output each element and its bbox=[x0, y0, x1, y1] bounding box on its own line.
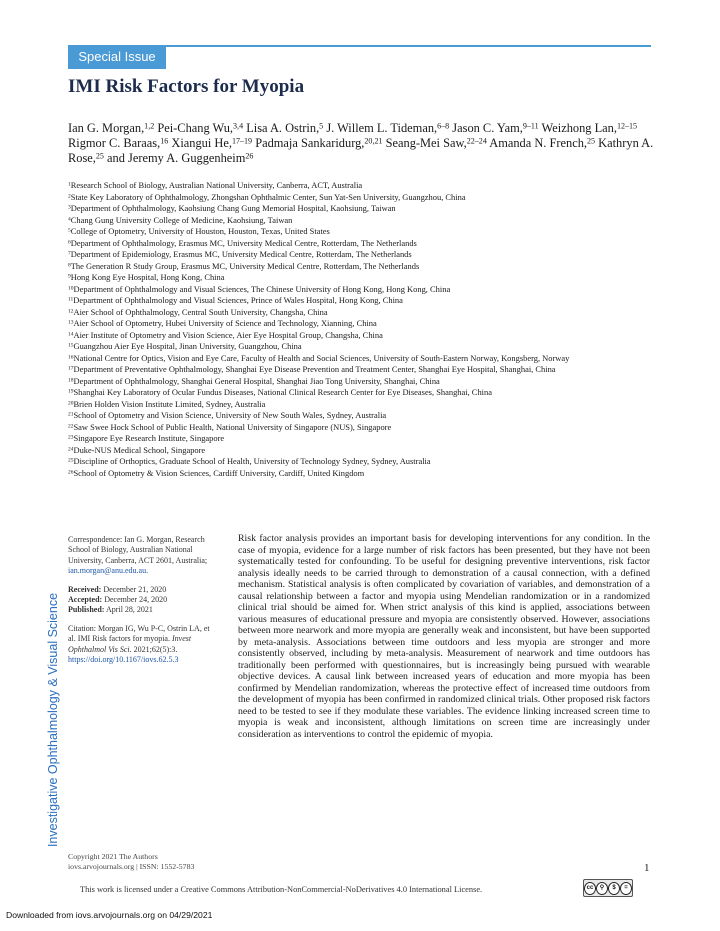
affiliation-number: 23 bbox=[68, 434, 74, 441]
author bbox=[452, 121, 538, 135]
affiliation-number: 16 bbox=[68, 354, 74, 361]
author bbox=[246, 121, 323, 135]
affiliation-number: 22 bbox=[68, 423, 74, 430]
affiliation-text: Hong Kong Eye Hospital, Hong Kong, China bbox=[70, 272, 225, 282]
correspondence-text: Correspondence: Ian G. Morgan, Research School of Biology, Australian National University, Canberra, ACT 2601, Australia; bbox=[68, 535, 208, 565]
author-affiliation-marker: 6–8 bbox=[437, 121, 450, 131]
affiliation-text: Brien Holden Vision Institute Limited, Sydney, Australia bbox=[73, 398, 266, 409]
creative-commons-badge[interactable] bbox=[583, 879, 633, 897]
affiliation-number: 14 bbox=[68, 331, 74, 338]
journal-site-issn: iovs.arvojournals.org | ISSN: 1552-5783 bbox=[68, 862, 195, 871]
author bbox=[542, 121, 638, 135]
affiliation bbox=[68, 376, 658, 388]
published-value: April 28, 2021 bbox=[106, 605, 153, 615]
author-name: Lisa A. Ostrin, bbox=[246, 121, 320, 135]
author-affiliation-marker: 3,4 bbox=[233, 121, 244, 131]
affiliation-number: 7 bbox=[68, 250, 71, 257]
affiliation bbox=[68, 192, 658, 204]
author-affiliation-marker: 20,21 bbox=[364, 136, 383, 146]
author-name: Seang-Mei Saw, bbox=[385, 136, 467, 150]
affiliation-number: 24 bbox=[68, 446, 74, 453]
affiliation bbox=[68, 249, 658, 261]
journal-name-text: Investigative Ophthalmology & Visual Science bbox=[46, 592, 60, 848]
citation-journal: Invest Ophthalmol Vis Sci. bbox=[68, 634, 192, 654]
received-label: Received: bbox=[68, 584, 102, 594]
affiliation-text: Guangzhou Aier Eye Hospital, Jinan University, Guangzhou, China bbox=[73, 341, 302, 351]
affiliation-text: The Generation R Study Group, Erasmus MC, University Medical Centre, Rotterdam, The Netherlands bbox=[70, 260, 420, 271]
author-name: Jason C. Yam, bbox=[452, 121, 523, 135]
affiliation-text: Department of Ophthalmology, Erasmus MC, University Medical Centre, Rotterdam, The Netherlands bbox=[70, 237, 417, 248]
affiliation-text: Research School of Biology, Australian National University, Canberra, ACT, Australia bbox=[70, 180, 363, 190]
affiliation bbox=[68, 203, 658, 215]
affiliation-text: Shanghai Key Laboratory of Ocular Fundus Diseases, National Clinical Research Center for Eye Diseases, Shanghai, China bbox=[73, 387, 492, 397]
affiliation-number: 13 bbox=[68, 319, 74, 326]
affiliation bbox=[68, 261, 658, 273]
affiliation-list bbox=[68, 180, 658, 479]
received-date bbox=[68, 585, 218, 595]
affiliation-number: 25 bbox=[68, 457, 74, 464]
author-name: Rigmor C. Baraas, bbox=[68, 136, 161, 150]
copyright-text: Copyright 2021 The Authors bbox=[68, 852, 158, 861]
affiliation-text: Department of Ophthalmology and Visual Sciences, Prince of Wales Hospital, Hong Kong, China bbox=[73, 295, 403, 305]
affiliation-text: Duke-NUS Medical School, Singapore bbox=[73, 444, 206, 455]
author-affiliation-marker: 22–24 bbox=[466, 136, 487, 146]
affiliation bbox=[68, 180, 658, 192]
affiliation bbox=[68, 226, 658, 238]
citation bbox=[68, 624, 218, 655]
affiliation-text: Saw Swee Hock School of Public Health, National University of Singapore (NUS), Singapore bbox=[73, 421, 392, 432]
affiliation-number: 4 bbox=[68, 216, 71, 223]
accepted-date bbox=[68, 595, 218, 605]
affiliation-text: College of Optometry, University of Houston, Houston, Texas, United States bbox=[70, 226, 330, 236]
affiliation-text: Department of Preventative Ophthalmology, Shanghai Eye Disease Prevention and Treatment Center, Shanghai Eye Hospital, Shanghai, China bbox=[73, 364, 556, 374]
author-name: J. Willem L. Tideman, bbox=[326, 121, 438, 135]
accepted-value: December 24, 2020 bbox=[104, 595, 168, 605]
affiliation-number: 6 bbox=[68, 239, 71, 246]
author bbox=[107, 151, 253, 165]
license-text: This work is licensed under a Creative Commons Attribution-NonCommercial-NoDerivatives 4.0 International License. bbox=[80, 885, 483, 894]
affiliation-text: Aier School of Optometry, Hubei University of Science and Technology, Xianning, China bbox=[73, 318, 377, 328]
received-value: December 21, 2020 bbox=[103, 584, 167, 594]
affiliation bbox=[68, 307, 658, 319]
affiliation-text: Aier Institute of Optometry and Vision Science, Aier Eye Hospital Group, Changsha, China bbox=[73, 329, 383, 340]
article-info-sidebar bbox=[68, 535, 218, 665]
published-date bbox=[68, 605, 218, 615]
author-affiliation-marker: 26 bbox=[245, 151, 254, 161]
affiliation bbox=[68, 238, 658, 250]
author bbox=[386, 136, 487, 150]
affiliation-text: Department of Epidemiology, Erasmus MC, University Medical Centre, Rotterdam, The Netherlands bbox=[70, 249, 412, 259]
affiliation-number: 26 bbox=[68, 469, 74, 476]
author-name: and Jeremy A. Guggenheim bbox=[107, 151, 246, 165]
affiliation-number: 1 bbox=[68, 181, 71, 188]
affiliation bbox=[68, 387, 658, 399]
author-list bbox=[68, 121, 658, 166]
affiliation-text: Department of Ophthalmology, Shanghai General Hospital, Shanghai Jiao Tong University, Shanghai, China bbox=[73, 375, 440, 386]
affiliation-text: School of Optometry and Vision Science, University of New South Wales, Sydney, Australia bbox=[73, 410, 387, 420]
accepted-label: Accepted: bbox=[68, 595, 103, 605]
affiliation-number: 20 bbox=[68, 400, 74, 407]
affiliation-number: 15 bbox=[68, 342, 74, 349]
author-name: Padmaja Sankaridurg, bbox=[255, 136, 365, 150]
author-name: Ian G. Morgan, bbox=[68, 121, 145, 135]
cc-icon: cc bbox=[584, 882, 596, 895]
author-name: Kathryn A. Rose, bbox=[68, 136, 654, 165]
affiliation bbox=[68, 295, 658, 307]
affiliation-number: 10 bbox=[68, 285, 74, 292]
affiliation bbox=[68, 353, 658, 365]
correspondence-email-link[interactable]: ian.morgan@anu.edu.au. bbox=[68, 566, 149, 576]
affiliation-text: National Centre for Optics, Vision and Eye Care, Faculty of Health and Social Sciences, University of South-Eastern Norway, Kongsberg, Norway bbox=[73, 352, 570, 363]
author-affiliation-marker: 25 bbox=[587, 136, 596, 146]
affiliation-text: State Key Laboratory of Ophthalmology, Zhongshan Ophthalmic Center, Sun Yat-Sen University, Guangzhou, China bbox=[70, 191, 466, 202]
affiliation-number: 5 bbox=[68, 227, 71, 234]
correspondence bbox=[68, 535, 218, 577]
affiliation-number: 11 bbox=[68, 296, 74, 303]
affiliation-number: 17 bbox=[68, 365, 74, 372]
affiliation-text: Discipline of Orthoptics, Graduate School of Health, University of Technology Sydney, Sydney, Australia bbox=[73, 456, 431, 466]
citation-text: Citation: Morgan IG, Wu P-C, Ostrin LA, et al. IMI Risk factors for myopia. bbox=[68, 623, 210, 644]
affiliation bbox=[68, 445, 658, 457]
journal-name-vertical bbox=[38, 585, 68, 855]
author bbox=[489, 136, 595, 150]
affiliation-number: 12 bbox=[68, 308, 74, 315]
affiliation-number: 21 bbox=[68, 411, 74, 418]
affiliation-number: 2 bbox=[68, 193, 71, 200]
affiliation bbox=[68, 433, 658, 445]
affiliation bbox=[68, 341, 658, 353]
affiliation bbox=[68, 399, 658, 411]
affiliation-text: Chang Gung University College of Medicine, Kaohsiung, Taiwan bbox=[70, 214, 293, 225]
affiliation bbox=[68, 410, 658, 422]
author bbox=[157, 121, 243, 135]
nd-icon: = bbox=[620, 882, 632, 895]
by-icon: ⚲ bbox=[596, 882, 608, 895]
affiliation bbox=[68, 468, 658, 480]
author-name: Amanda N. French, bbox=[489, 136, 587, 150]
author-affiliation-marker: 17–19 bbox=[231, 136, 253, 146]
affiliation bbox=[68, 284, 658, 296]
author bbox=[326, 121, 449, 135]
page-number: 1 bbox=[644, 862, 650, 874]
affiliation-number: 18 bbox=[68, 377, 74, 384]
copyright-block bbox=[68, 852, 368, 872]
affiliation bbox=[68, 422, 658, 434]
affiliation-text: Department of Ophthalmology, Kaohsiung Chang Gung Memorial Hospital, Kaohsiung, Taiwan bbox=[70, 203, 396, 213]
author-affiliation-marker: 5 bbox=[319, 121, 324, 131]
author-affiliation-marker: 25 bbox=[95, 151, 104, 161]
doi-link[interactable]: https://doi.org/10.1167/iovs.62.5.3 bbox=[68, 655, 179, 665]
author-name: Xiangui He, bbox=[171, 136, 232, 150]
author-affiliation-marker: 1,2 bbox=[144, 121, 155, 131]
author-affiliation-marker: 12–15 bbox=[616, 121, 638, 131]
download-note: Downloaded from iovs.arvojournals.org on 04/29/2021 bbox=[6, 910, 213, 920]
affiliation bbox=[68, 215, 658, 227]
affiliation-number: 3 bbox=[68, 204, 71, 211]
author-affiliation-marker: 9–11 bbox=[522, 121, 539, 131]
article-title: IMI Risk Factors for Myopia bbox=[68, 76, 305, 97]
affiliation-number: 9 bbox=[68, 273, 71, 280]
author-name: Pei-Chang Wu, bbox=[157, 121, 234, 135]
affiliation-text: Aier School of Ophthalmology, Central South University, Changsha, China bbox=[73, 306, 328, 317]
abstract-text: Risk factor analysis provides an important basis for developing interventions for any condition. In the case of myopia, evidence for a large number of risk factors has been presented, but they have not been systematically tested for confounding. To be useful for designing preventive interventions, risk factor analysis ideally needs to be carried through to demonstration of a causal connection, with a defined mechanism. Statistical analysis is often complicated by covariation of variables, and demonstration of a causal relationship between a factor and myopia using Mendelian randomization or in a randomized clinical trial should be aimed for. When strict analysis of this kind is applied, associations between various measures of educational pressure and myopia are consistently observed. However, associations between more nearwork and more myopia are generally weak and inconsistent, but have been supported by meta-analysis. Associations between time outdoors and less myopia are stronger and more consistently observed, including by meta-analysis. Measurement of nearwork and time outdoors has traditionally been performed with questionnaires, but is increasingly being pursued with wearable objective devices. A causal link between increased years of education and more myopia has been confirmed by Mendelian randomization, whereas the protective effect of increased time outdoors from the development of myopia has been confirmed in randomized clinical trials. Other proposed risk factors need to be tested to see if they modulate these variables. The evidence linking increased screen time to myopia is weak and inconsistent, although limitations on screen time are increasingly under consideration as interventions to control the epidemic of myopia. bbox=[238, 533, 650, 740]
affiliation bbox=[68, 318, 658, 330]
affiliation-text: Singapore Eye Research Institute, Singapore bbox=[73, 433, 225, 443]
affiliation bbox=[68, 272, 658, 284]
citation-rest: 2021;62(5):3. bbox=[133, 644, 178, 654]
author-name: Weizhong Lan, bbox=[541, 121, 617, 135]
author bbox=[68, 121, 154, 135]
author bbox=[68, 136, 168, 150]
affiliation bbox=[68, 456, 658, 468]
affiliation-number: 8 bbox=[68, 262, 71, 269]
author bbox=[171, 136, 252, 150]
affiliation-text: Department of Ophthalmology and Visual Sciences, The Chinese University of Hong Kong, Hong Kong, China bbox=[73, 283, 451, 294]
nc-icon: $ bbox=[608, 882, 620, 895]
affiliation-text: School of Optometry & Vision Sciences, Cardiff University, Cardiff, United Kingdom bbox=[73, 467, 365, 478]
special-issue-tag: Special Issue bbox=[68, 45, 166, 69]
author-affiliation-marker: 16 bbox=[160, 136, 169, 146]
author bbox=[255, 136, 382, 150]
affiliation bbox=[68, 330, 658, 342]
affiliation-number: 19 bbox=[68, 388, 74, 395]
header-rule bbox=[166, 45, 651, 47]
affiliation bbox=[68, 364, 658, 376]
published-label: Published: bbox=[68, 605, 105, 615]
